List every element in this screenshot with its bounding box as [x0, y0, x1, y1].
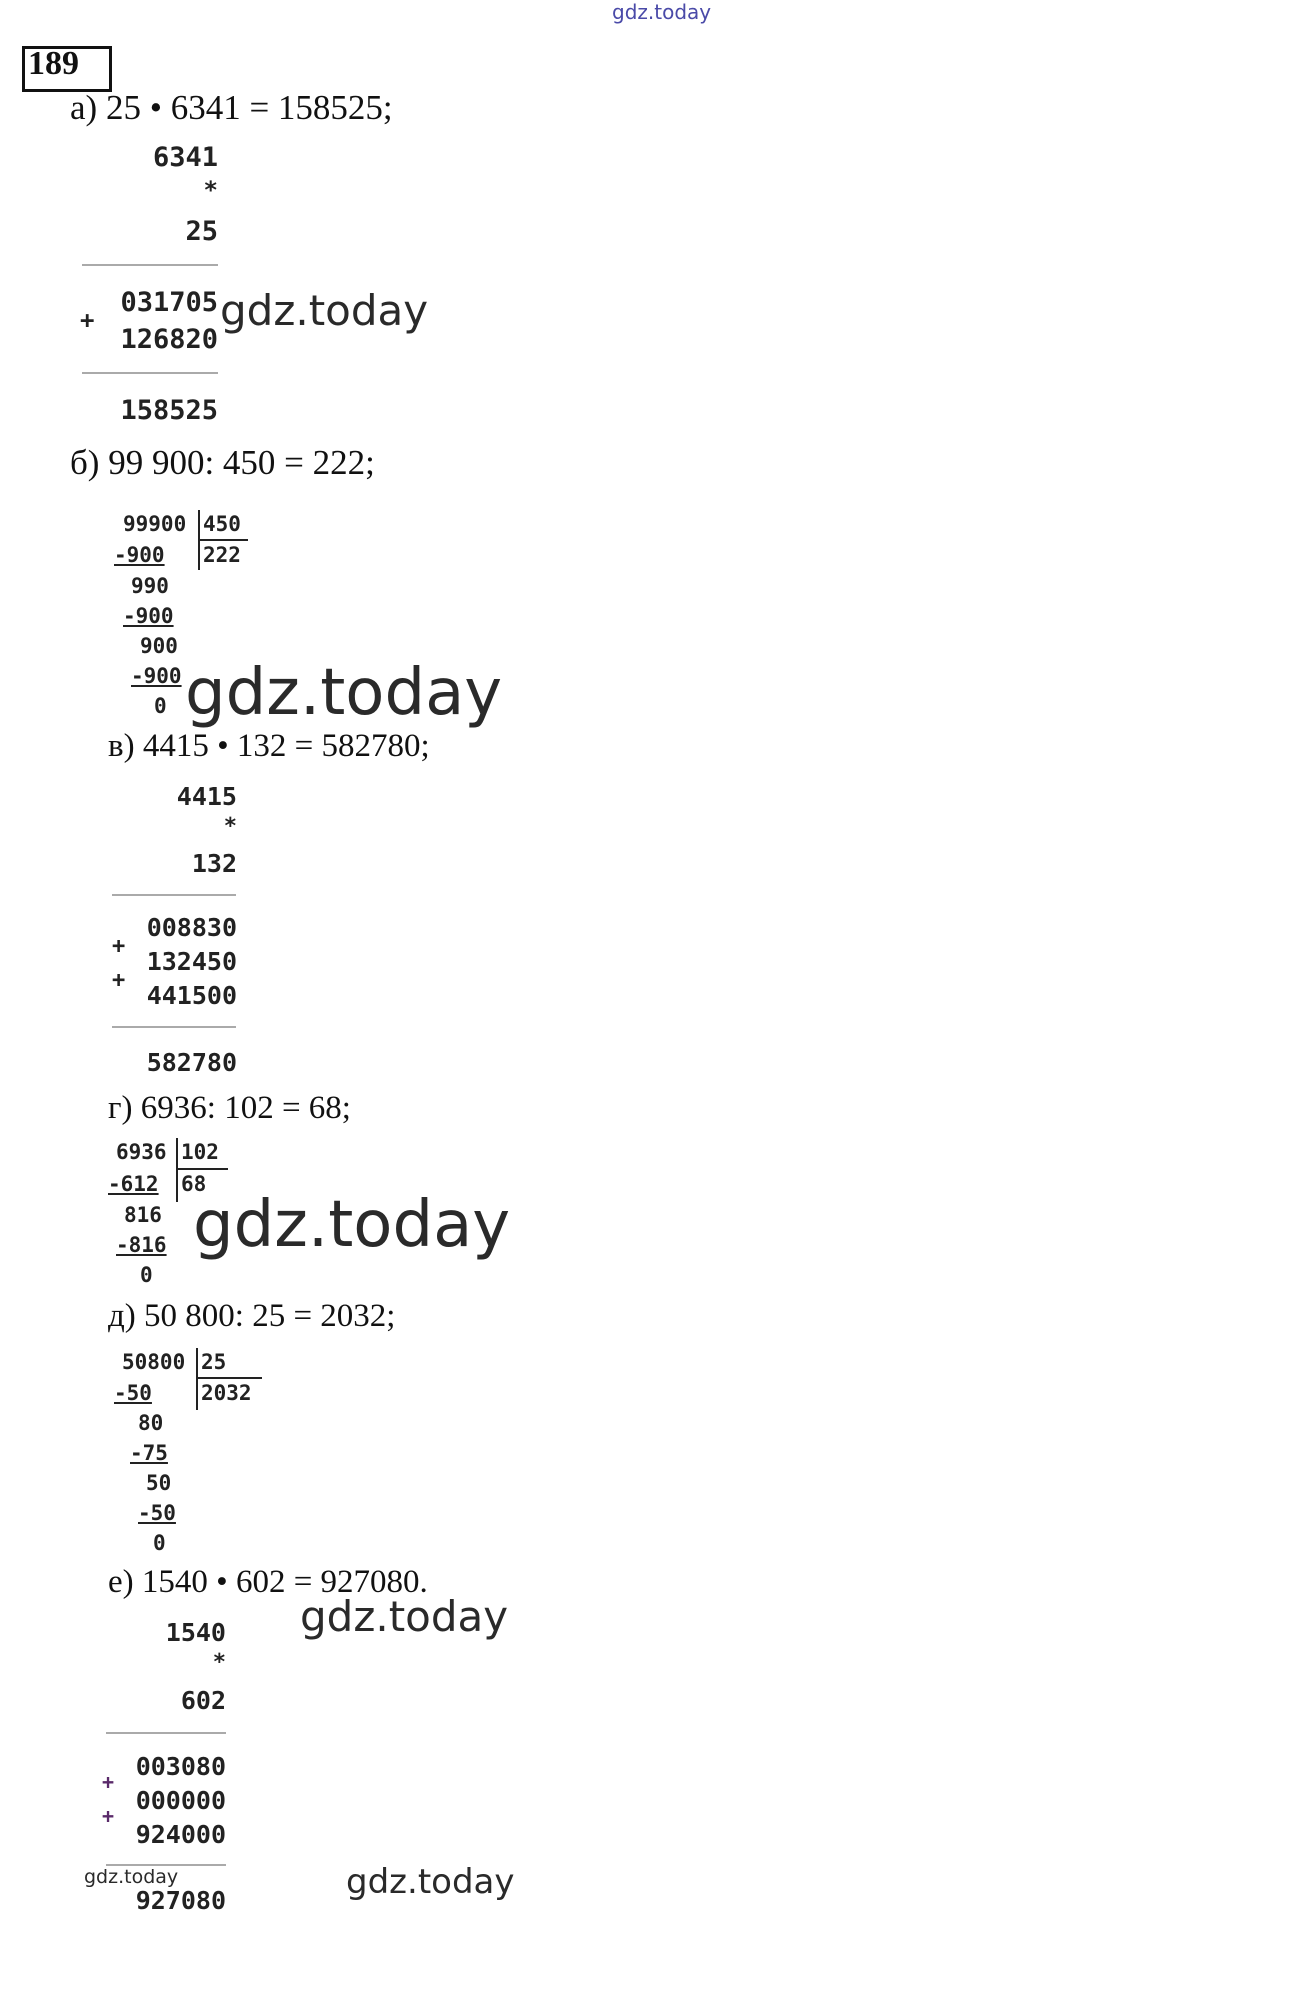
- division-bar: [196, 1348, 198, 1410]
- partial-2: 126820: [120, 324, 218, 355]
- divisor: 450: [203, 512, 241, 536]
- watermark: gdz.today: [346, 1862, 515, 1902]
- step-2: 990: [131, 574, 169, 598]
- plus-sign-2: +: [112, 968, 126, 993]
- dividend: 50800: [122, 1350, 186, 1374]
- factor-1: 6341: [152, 142, 218, 173]
- partial-1: 008830: [146, 913, 237, 942]
- plus-sign-1: +: [102, 1770, 115, 1794]
- factor-2: 602: [180, 1686, 226, 1715]
- watermark: gdz.today: [300, 1592, 509, 1641]
- step-5: -50: [138, 1501, 176, 1525]
- rule-1: [106, 1732, 226, 1734]
- quotient: 2032: [201, 1381, 252, 1405]
- part-v-title: в) 4415 • 132 = 582780;: [108, 728, 430, 764]
- dividend: 6936: [116, 1140, 167, 1164]
- product: 158525: [120, 395, 218, 426]
- step-3: -816: [116, 1233, 167, 1257]
- small-watermark: gdz.today: [84, 1866, 179, 1888]
- plus-sign: +: [80, 306, 95, 334]
- watermark: gdz.today: [185, 656, 503, 730]
- quotient: 222: [203, 543, 241, 567]
- partial-2: 000000: [135, 1786, 226, 1815]
- step-4: 900: [140, 634, 178, 658]
- step-1: -612: [108, 1172, 159, 1196]
- part-b-title: б) 99 900: 450 = 222;: [70, 443, 375, 482]
- plus-sign-1: +: [112, 934, 126, 959]
- step-3: -900: [123, 604, 174, 628]
- rule-1: [112, 894, 236, 896]
- part-e-title: е) 1540 • 602 = 927080.: [108, 1564, 428, 1600]
- top-watermark: gdz.today: [612, 0, 712, 24]
- rule-1: [82, 264, 218, 266]
- part-d-title: д) 50 800: 25 = 2032;: [108, 1298, 396, 1334]
- factor-2: 25: [185, 216, 218, 247]
- partial-3: 924000: [135, 1820, 226, 1849]
- divisor: 25: [201, 1350, 227, 1374]
- partial-2: 132450: [146, 947, 237, 976]
- quotient-rule: [200, 539, 248, 541]
- partial-3: 441500: [146, 981, 237, 1010]
- factor-1: 4415: [176, 782, 237, 811]
- product: 582780: [146, 1048, 237, 1077]
- multiply-sign: *: [212, 1650, 226, 1675]
- step-4: 50: [146, 1471, 172, 1495]
- part-a-title: а) 25 • 6341 = 158525;: [70, 88, 393, 127]
- step-1: -50: [114, 1381, 152, 1405]
- partial-1: 003080: [135, 1752, 226, 1781]
- dividend: 99900: [123, 512, 187, 536]
- divisor: 102: [181, 1140, 219, 1164]
- factor-1: 1540: [165, 1618, 226, 1647]
- partial-1: 031705: [120, 287, 218, 318]
- step-5: -900: [131, 664, 182, 688]
- quotient: 68: [181, 1172, 207, 1196]
- step-2: 816: [124, 1203, 162, 1227]
- multiply-sign: *: [203, 176, 218, 204]
- factor-2: 132: [191, 849, 237, 878]
- multiply-sign: *: [223, 814, 237, 839]
- step-6: 0: [153, 1531, 166, 1555]
- watermark: gdz.today: [220, 286, 429, 335]
- rule-2: [112, 1026, 236, 1028]
- step-3: -75: [130, 1441, 168, 1465]
- part-g-title: г) 6936: 102 = 68;: [108, 1090, 351, 1126]
- step-6: 0: [154, 694, 167, 718]
- step-4: 0: [140, 1263, 153, 1287]
- step-2: 80: [138, 1411, 164, 1435]
- quotient-rule: [198, 1377, 262, 1379]
- division-bar: [176, 1138, 178, 1202]
- rule-2: [82, 372, 218, 374]
- product: 927080: [135, 1886, 226, 1915]
- plus-sign-2: +: [102, 1804, 115, 1828]
- watermark: gdz.today: [193, 1188, 511, 1262]
- quotient-rule: [178, 1168, 228, 1170]
- step-1: -900: [114, 543, 165, 567]
- problem-number: 189: [28, 45, 79, 82]
